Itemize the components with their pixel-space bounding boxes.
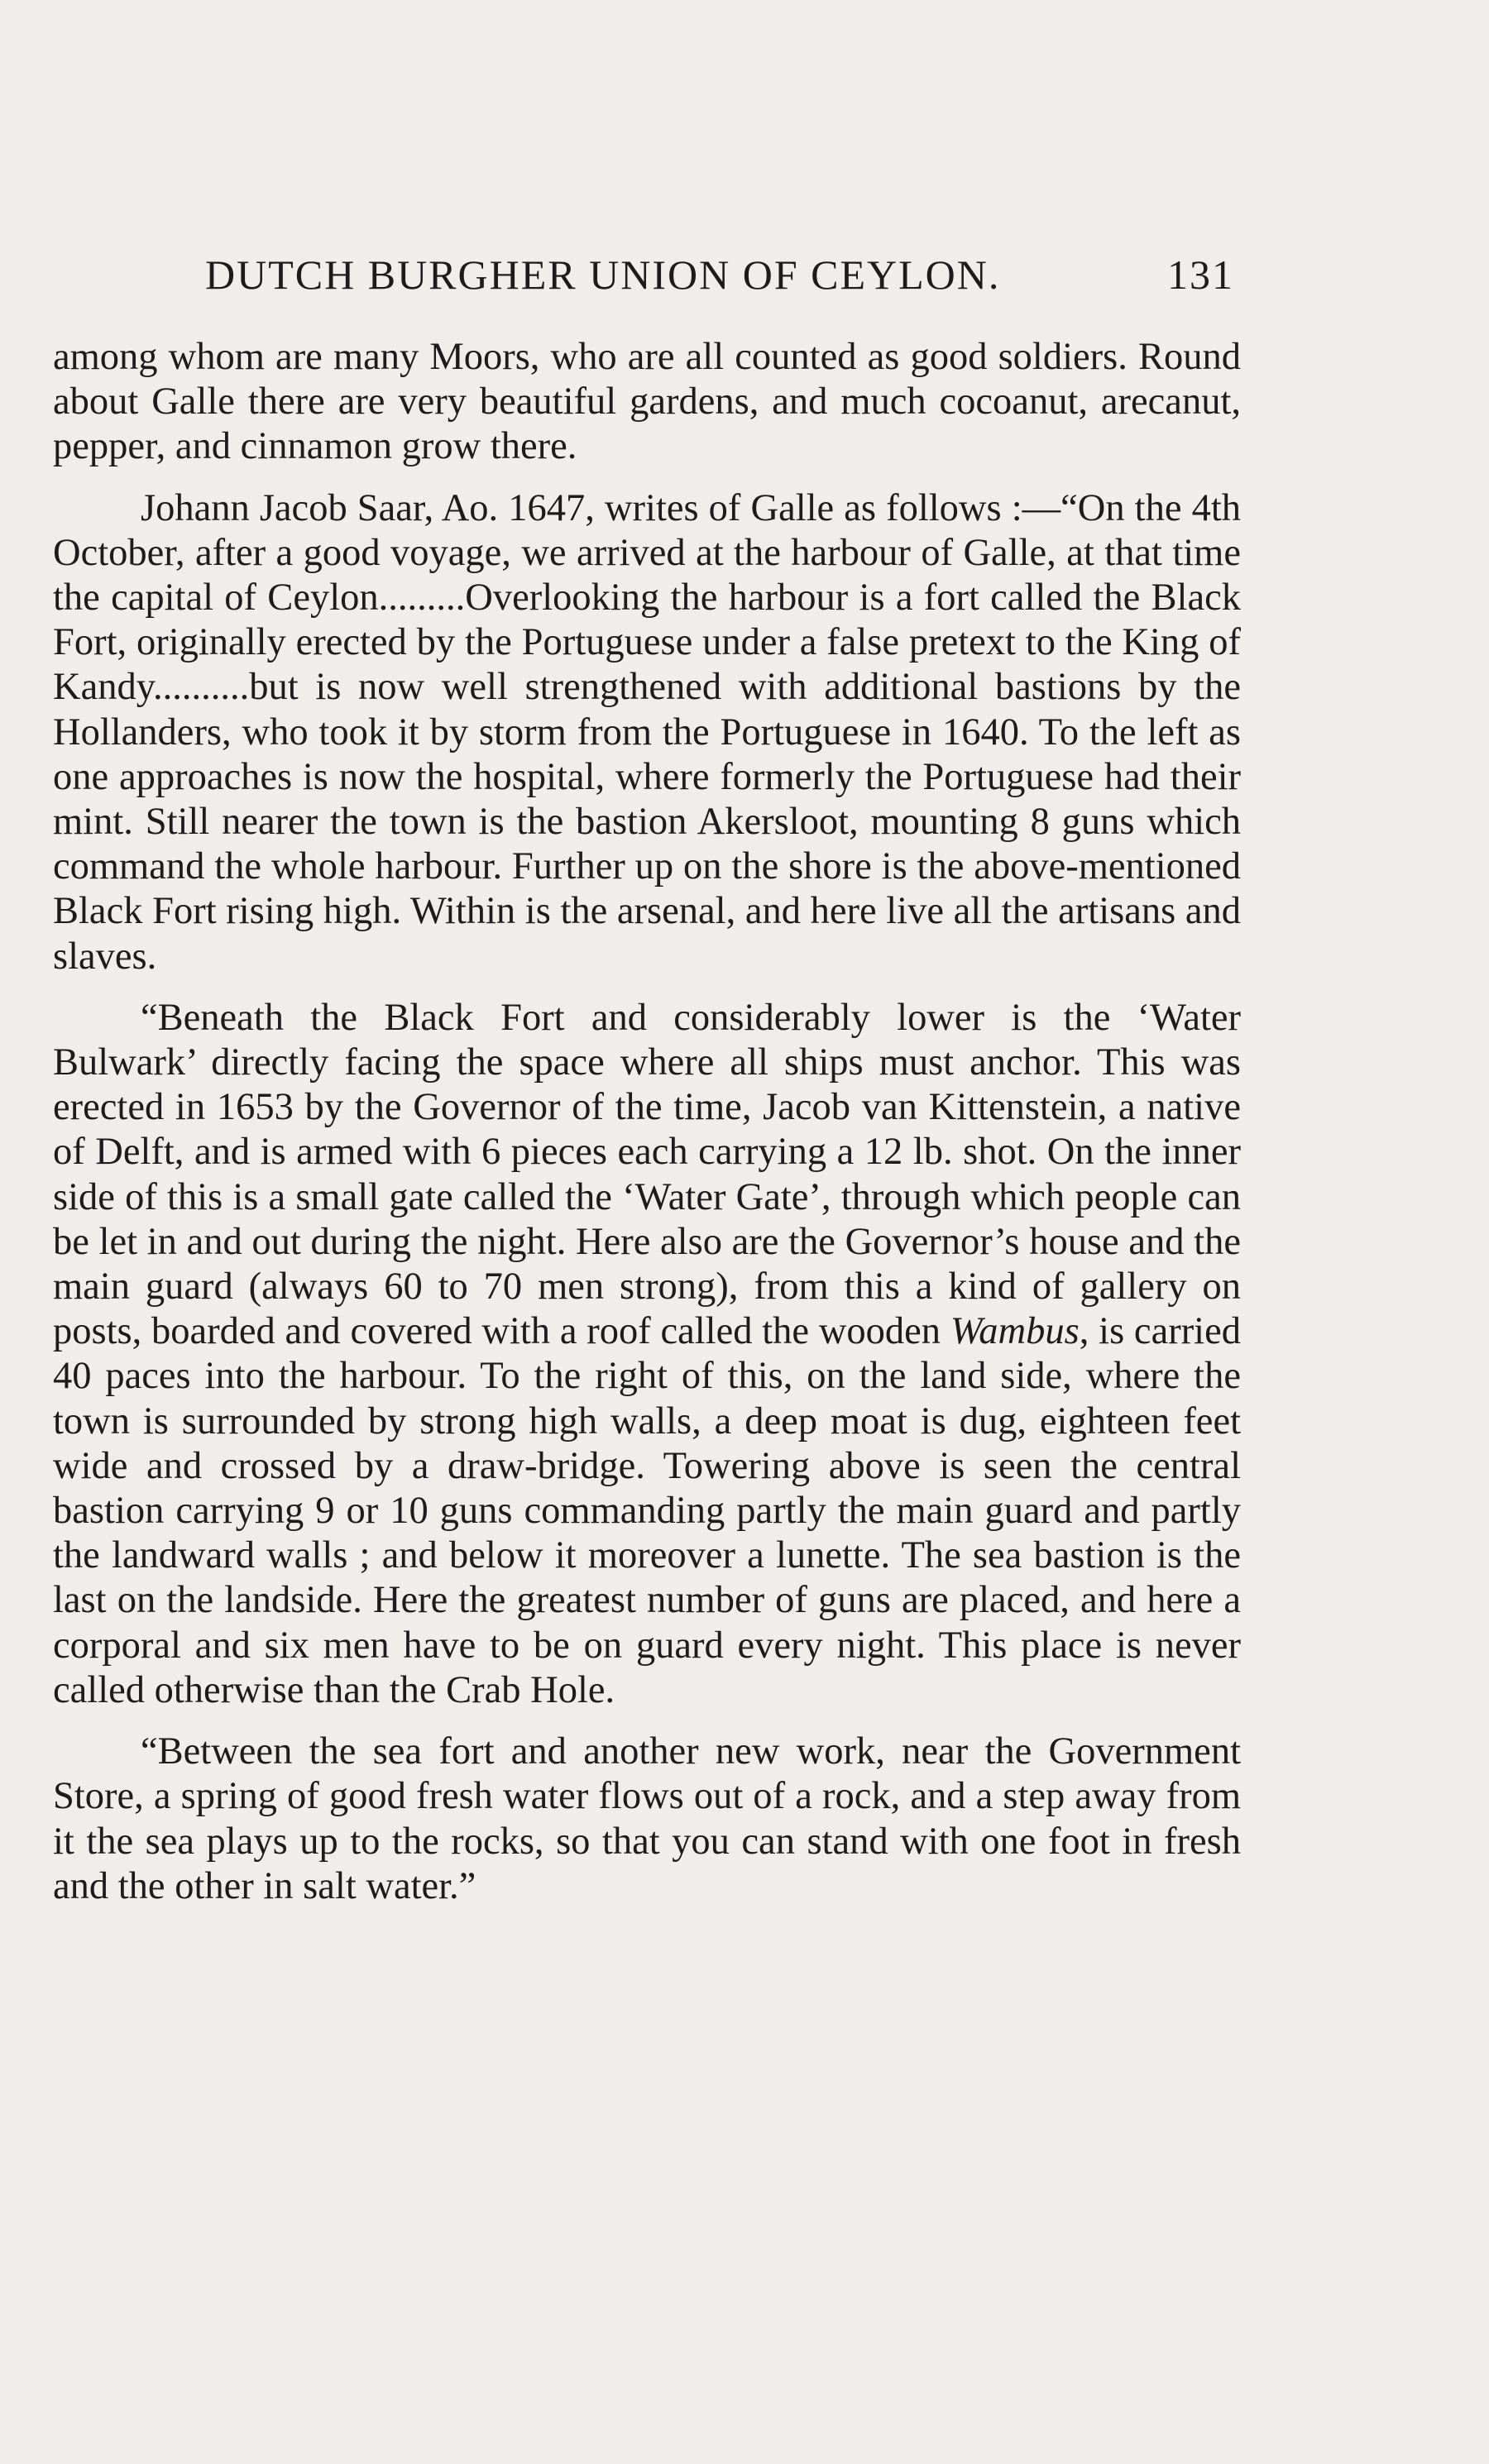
running-header bbox=[205, 242, 1234, 308]
paragraph-3-italic-term: Wambus bbox=[950, 1310, 1080, 1353]
paragraph-3-text-b: , is carried 40 paces into the harbour. To the right of this, on the land side, where the town is surrounded by strong high walls, a deep moat is dug, eighteen feet wide and crossed by a draw-bridge. Towering above is seen the central bastion carrying 9 or 10 guns commanding partly the main guard and partly the landward walls ; and below it moreover a lunette. The sea bastion is the last on the landside. Here the greatest number of guns are placed, and here a corporal and six men have to be on guard every night. This place is never called otherwise than the Crab Hole. bbox=[53, 1310, 1241, 1711]
header-title: DUTCH BURGHER UNION OF CEYLON. bbox=[205, 251, 1001, 298]
paragraph-4: “Between the sea fort and another new work, near the Government Store, a spring of good fresh water flows out of a rock, and a step away from it the sea plays up to the rocks, so that you can stand with one foot in fresh and the other in salt water.” bbox=[53, 1730, 1241, 1907]
paragraph-3 bbox=[53, 996, 1241, 1713]
paragraph-3-text-a: “Beneath the Black Fort and considerably lower is the ‘Water Bulwark’ directly facing the space where all ships must anchor. This was erected in 1653 by the Governor of the time, Jacob van Kittenstein, a native of Delft, and is armed with 6 pieces each carrying a 12 lb. shot. On the inner side of this is a small gate called the ‘Water Gate’, through which people can be let in and out during the night. Here also are the Governor’s house and the main guard (always 60 to 70 men strong), from this a kind of gallery on posts, boarded and covered with a roof called the wooden bbox=[53, 996, 1241, 1353]
paragraph-2: Johann Jacob Saar, Ao. 1647, writes of Galle as follows :—“On the 4th October, after a good voyage, we arrived at the harbour of Galle, at that time the capital of Ceylon.........Overlooking the harbour is a fort called the Black Fort, originally erected by the Portuguese under a false pretext to the King of Kandy..........but is now well strengthened with additional bastions by the Hollanders, who took it by storm from the Portuguese in 1640. To the left as one approaches is now the hospital, where formerly the Portuguese had their mint. Still nearer the town is the bastion Akersloot, mounting 8 guns which command the whole harbour. Further up on the shore is the above-mentioned Black Fort rising high. Within is the arsenal, and here live all the artisans and slaves. bbox=[53, 486, 1241, 978]
page-number: 131 bbox=[1167, 251, 1234, 298]
paragraph-1: among whom are many Moors, who are all counted as good soldiers. Round about Galle there are very beautiful gardens, and much cocoanut, arecanut, pepper, and cinnamon grow there. bbox=[53, 336, 1241, 468]
body-text bbox=[53, 335, 1241, 1926]
